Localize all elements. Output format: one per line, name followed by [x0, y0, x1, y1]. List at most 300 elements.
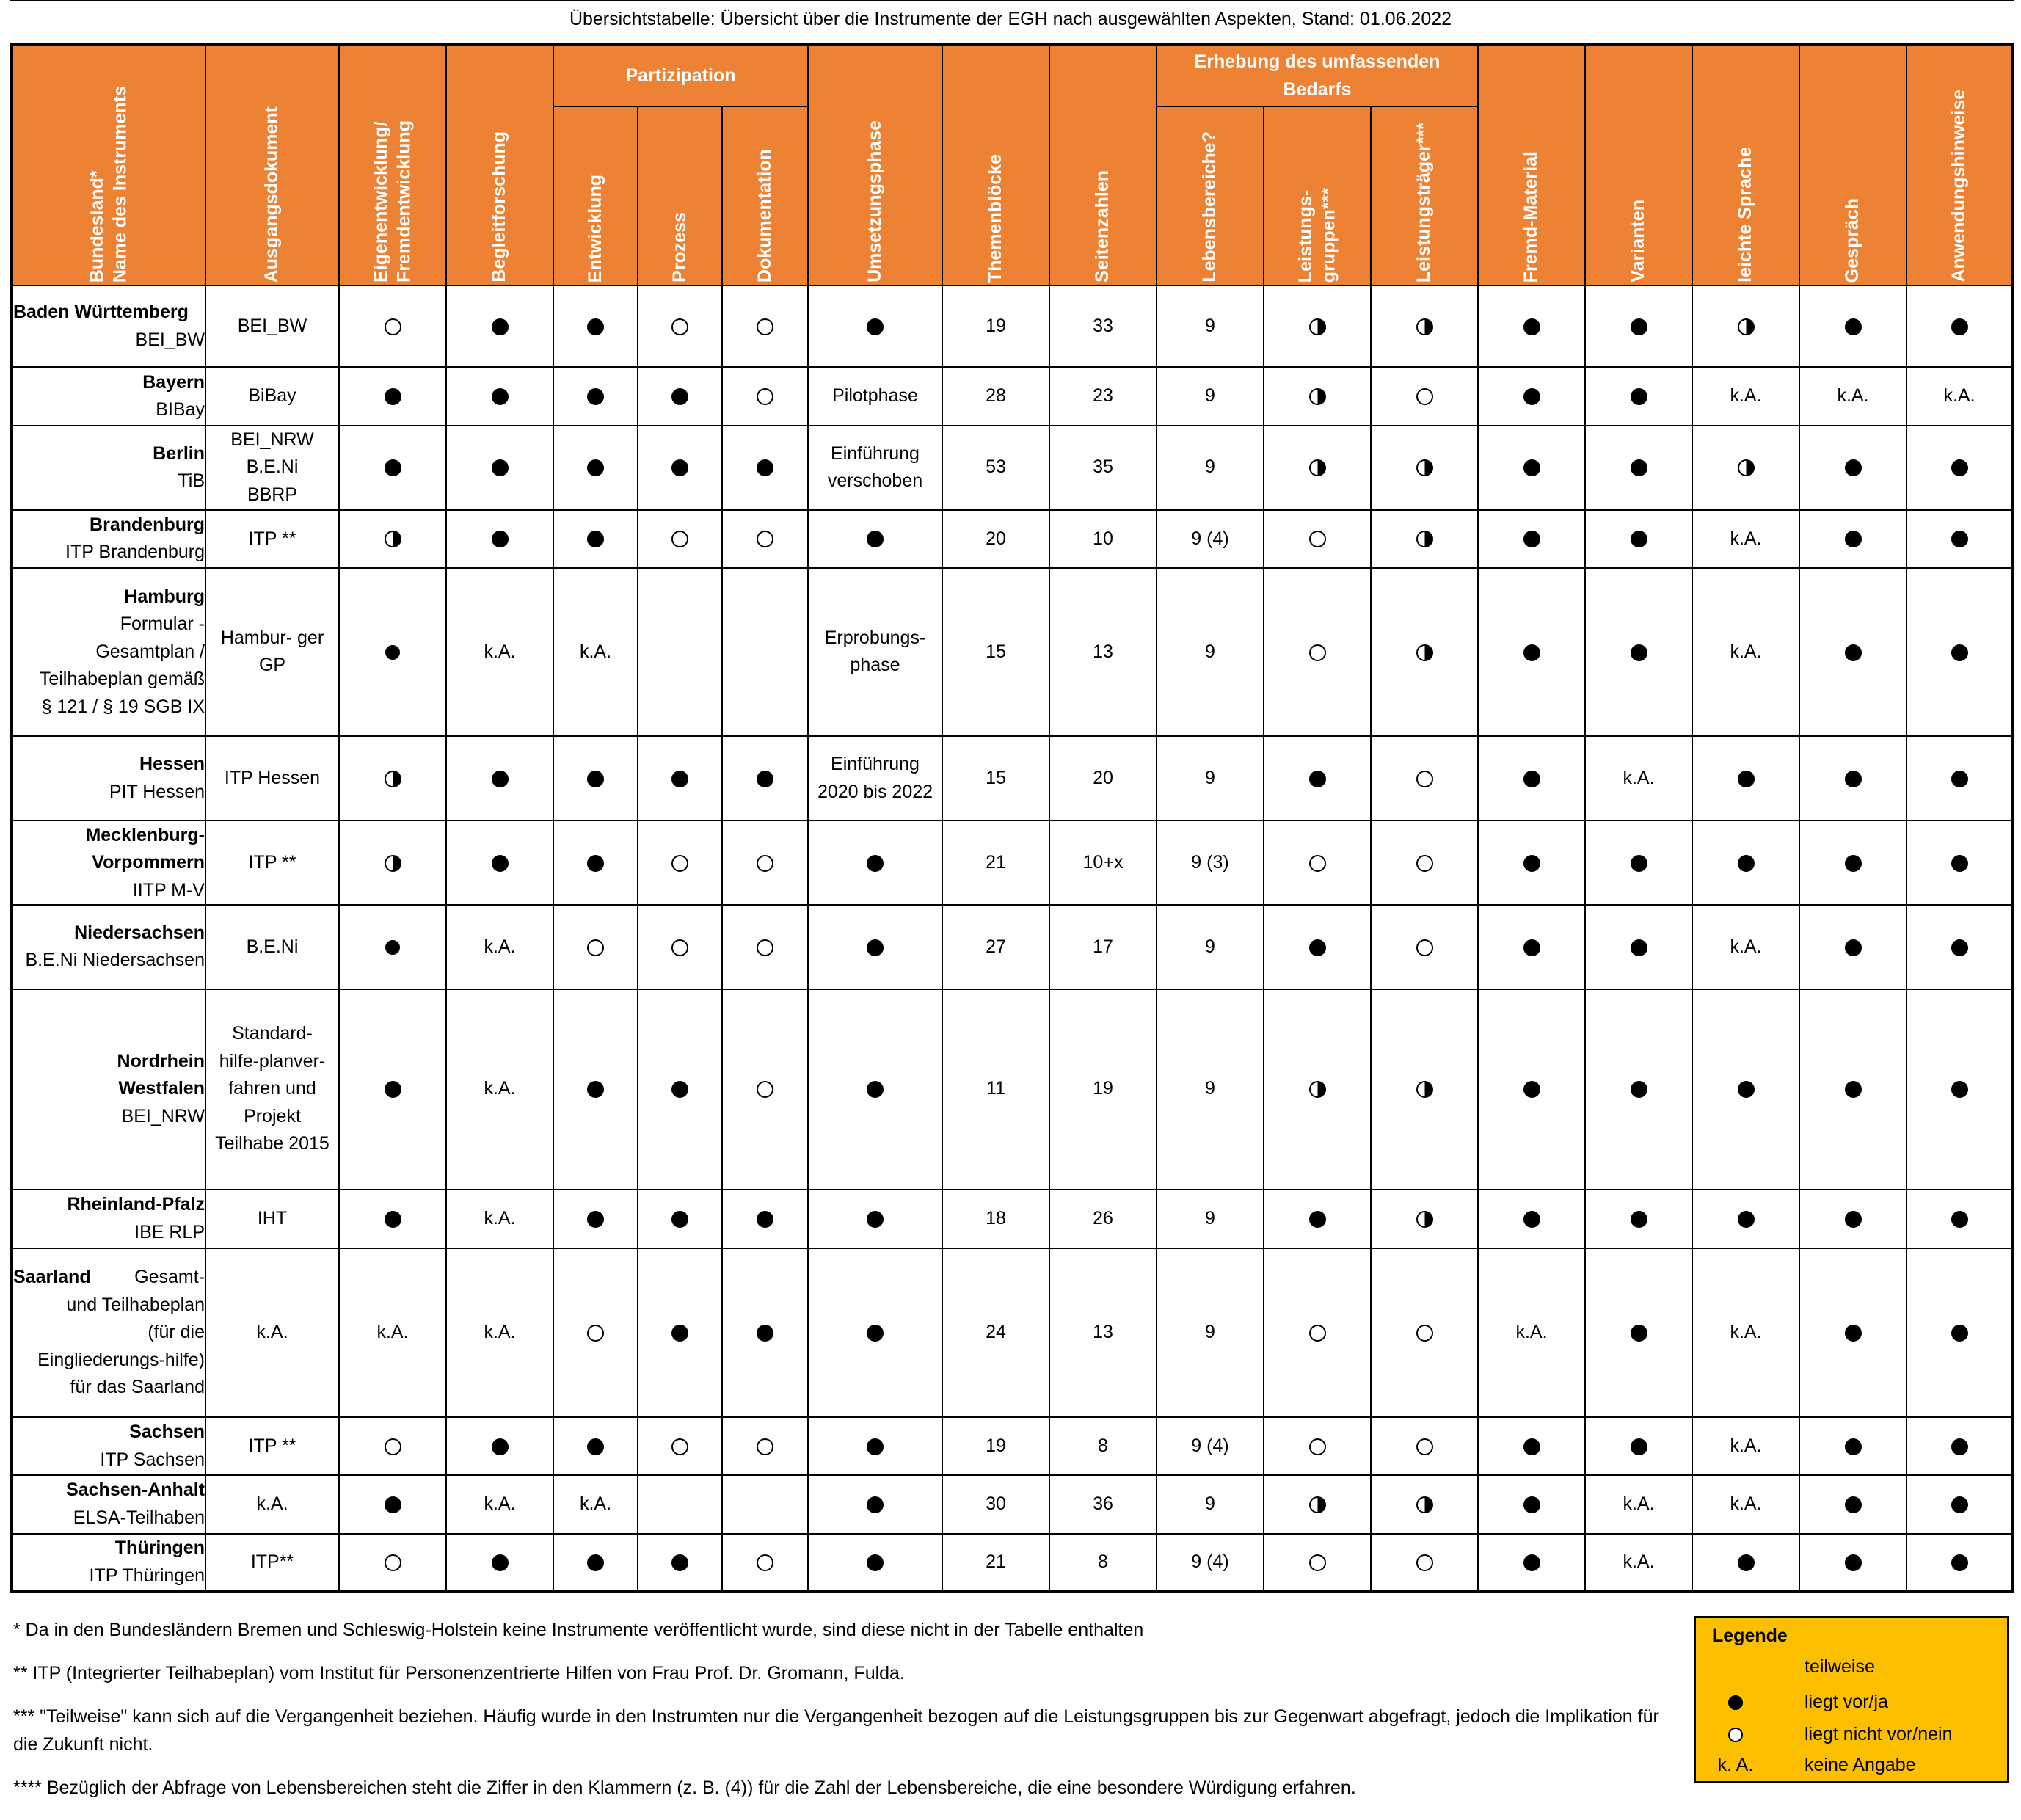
cell-anwendungshinweise: [1907, 1534, 2013, 1592]
filled-circle-icon: [757, 1211, 773, 1228]
cell-begleitforschung: [446, 905, 553, 989]
state-name: Hamburg: [124, 586, 205, 607]
state-name: Sachsen: [129, 1422, 205, 1443]
cell-lebensbereiche: [1157, 905, 1264, 989]
table-row: [12, 426, 2013, 510]
cell-text: 28: [986, 385, 1006, 407]
filled-circle-icon: [1309, 771, 1326, 787]
table-row: [12, 1475, 2013, 1533]
cell-text: 13: [1093, 641, 1113, 662]
header-lebensbereiche: Lebensbereiche?: [1157, 106, 1264, 285]
cell-entwicklung: [553, 736, 638, 820]
cell-dokumentation: [722, 367, 808, 425]
cell-dokumentation: [722, 285, 808, 367]
cell-lebensbereiche: [1157, 820, 1264, 905]
cell-umsetzungsphase: [808, 1417, 942, 1475]
instrument-name: BEI_NRW: [121, 1105, 205, 1126]
ausgangsdokument-text: BiBay: [248, 385, 296, 407]
filled-circle-icon: [1631, 644, 1647, 661]
cell-lebensbereiche: [1157, 568, 1264, 736]
cell-entwicklung: [553, 989, 638, 1190]
filled-circle-icon: [1631, 1438, 1647, 1455]
cell-themenbloecke: [942, 989, 1049, 1190]
header-seitenzahlen: Seitenzahlen: [1049, 45, 1157, 285]
cell-varianten: [1585, 1248, 1692, 1417]
cell-text: k.A.: [1515, 1322, 1548, 1343]
cell-fremd-material: [1478, 285, 1585, 367]
cell-leistungstraeger: [1371, 1475, 1478, 1533]
cell-begleitforschung: [446, 989, 553, 1190]
cell-fremd-material: [1478, 820, 1585, 905]
filled-circle-icon: [1631, 531, 1647, 547]
half-circle-icon: [385, 771, 401, 787]
filled-circle-icon: [1631, 459, 1647, 476]
state-name: Rheinland-Pfalz: [67, 1194, 205, 1215]
filled-circle-icon: [1951, 939, 1968, 956]
filled-circle-icon: [1845, 771, 1862, 787]
cell-lebensbereiche: [1157, 510, 1264, 568]
footnote-2: ** ITP (Integrierter Teilhabeplan) vom Institut für Personenzentrierte Hilfen von Frau Prof. Dr. Gromann, Fulda.: [13, 1662, 905, 1684]
cell-text: k.A.: [484, 1208, 516, 1229]
cell-ausgangsdokument: [205, 510, 339, 568]
cell-ausgangsdokument: [205, 1190, 339, 1248]
legend-label-ka: keine Angabe: [1805, 1755, 1916, 1775]
filled-circle-icon: [671, 1325, 688, 1342]
cell-ausgangsdokument: [205, 1475, 339, 1533]
cell-bundesland: [12, 989, 205, 1190]
cell-gespraech: [1799, 510, 1907, 568]
header-entwicklung: Entwicklung: [553, 106, 638, 285]
cell-begleitforschung: [446, 510, 553, 568]
cell-text: 10+x: [1082, 852, 1124, 873]
filled-circle-icon: [1523, 531, 1540, 547]
cell-ausgangsdokument: [205, 285, 339, 367]
cell-varianten: [1585, 820, 1692, 905]
half-circle-icon: [1309, 388, 1326, 405]
cell-leichte-sprache: [1692, 1417, 1799, 1475]
empty-circle-icon: [385, 1554, 401, 1571]
cell-anwendungshinweise: [1907, 989, 2013, 1190]
empty-circle-icon: [1416, 388, 1433, 405]
cell-leistungstraeger: [1371, 1534, 1478, 1592]
cell-text: Pilotphase: [832, 385, 918, 407]
cell-anwendungshinweise: [1907, 568, 2013, 736]
cell-umsetzungsphase: [808, 989, 942, 1190]
cell-anwendungshinweise: [1907, 1475, 2013, 1533]
cell-leichte-sprache: [1692, 510, 1799, 568]
cell-themenbloecke: [942, 1475, 1049, 1533]
cell-fremd-material: [1478, 1417, 1585, 1475]
ausgangsdokument-text: Hambur- ger GP: [220, 627, 324, 676]
cell-entwicklung: [553, 568, 638, 736]
filled-circle-icon: [1951, 855, 1968, 872]
cell-leichte-sprache: [1692, 367, 1799, 425]
cell-umsetzungsphase: [808, 367, 942, 425]
cell-text: Erprobungs- phase: [824, 627, 926, 676]
cell-text: k.A.: [376, 1322, 409, 1343]
cell-varianten: [1585, 1534, 1692, 1592]
filled-circle-icon: [1631, 1081, 1647, 1098]
filled-circle-icon: [671, 1081, 688, 1098]
cell-seitenzahlen: [1049, 568, 1157, 736]
cell-seitenzahlen: [1049, 989, 1157, 1190]
cell-leichte-sprache: [1692, 426, 1799, 510]
cell-fremd-material: [1478, 568, 1585, 736]
cell-leichte-sprache: [1692, 905, 1799, 989]
cell-entwicklung: [553, 285, 638, 367]
cell-seitenzahlen: [1049, 426, 1157, 510]
table-row: [12, 1417, 2013, 1475]
cell-text: 9: [1205, 456, 1215, 478]
cell-themenbloecke: [942, 285, 1049, 367]
filled-circle-icon: [1523, 1554, 1540, 1571]
header-leichte-sprache: leichte Sprache: [1692, 45, 1799, 285]
empty-circle-icon: [671, 939, 688, 956]
cell-text: 21: [986, 1551, 1006, 1573]
cell-text: 9 (4): [1191, 528, 1229, 549]
filled-circle-icon: [671, 1554, 688, 1571]
footnote-3: *** "Teilweise" kann sich auf die Vergangenheit beziehen. Häufig wurde in den Instrumten nur die Vergangenheit bezogen auf die Leistungsgruppen bis zur Gegenwart abgefragt, jedoch die Implikation für die Zukunft nicht.: [13, 1706, 1659, 1755]
header-dokumentation: Dokumentation: [722, 106, 808, 285]
cell-fremd-material: [1478, 989, 1585, 1190]
ausgangsdokument-text: ITP **: [248, 528, 296, 549]
cell-seitenzahlen: [1049, 905, 1157, 989]
cell-prozess: [638, 989, 722, 1190]
filled-circle-icon: [385, 1211, 401, 1228]
table-row: [12, 568, 2013, 736]
table-caption: Übersichtstabelle: Übersicht über die Instrumente der EGH nach ausgewählten Aspekten, Stand: 01.06.2022: [569, 9, 1452, 29]
instrument-name: ITP Brandenburg: [65, 542, 205, 563]
cell-text: k.A.: [1623, 767, 1655, 788]
cell-gespraech: [1799, 568, 1907, 736]
cell-varianten: [1585, 510, 1692, 568]
empty-circle-icon: [757, 939, 773, 956]
cell-text: 20: [986, 528, 1006, 549]
cell-text: k.A.: [1730, 1493, 1762, 1515]
cell-ausgangsdokument: [205, 989, 339, 1190]
cell-text: 23: [1093, 385, 1113, 407]
ausgangsdokument-text: ITP **: [248, 1435, 296, 1456]
empty-circle-icon: [757, 531, 773, 547]
cell-umsetzungsphase: [808, 568, 942, 736]
cell-gespraech: [1799, 989, 1907, 1190]
cell-dokumentation: [722, 568, 808, 736]
empty-circle-icon: [1416, 855, 1433, 872]
cell-gespraech: [1799, 1248, 1907, 1417]
instrument-name: Formular - Gesamtplan / Teilhabeplan gemäß § 121 / § 19 SGB IX: [39, 614, 205, 717]
instrument-name: IITP M-V: [132, 879, 205, 900]
cell-seitenzahlen: [1049, 1417, 1157, 1475]
filled-circle-icon: [587, 771, 604, 787]
cell-eigenentwicklung: [339, 1534, 446, 1592]
filled-circle-icon: [1951, 771, 1968, 787]
cell-fremd-material: [1478, 1248, 1585, 1417]
cell-lebensbereiche: [1157, 367, 1264, 425]
filled-circle-icon: [1523, 318, 1540, 335]
cell-leistungstraeger: [1371, 1417, 1478, 1475]
filled-circle-icon: [1523, 1211, 1540, 1228]
filled-circle-icon: [671, 388, 688, 405]
cell-entwicklung: [553, 1475, 638, 1533]
cell-text: 26: [1093, 1208, 1113, 1229]
state-name: Saarland: [13, 1267, 91, 1288]
state-name: Bayern: [142, 371, 205, 393]
legend-symbol-ka: k. A.: [1717, 1755, 1754, 1775]
filled-circle-icon: [1523, 1081, 1540, 1098]
ausgangsdokument-text: BEI_BW: [237, 315, 307, 336]
cell-leistungsgruppen: [1264, 1475, 1371, 1533]
cell-gespraech: [1799, 820, 1907, 905]
filled-circle-icon: [1523, 459, 1540, 476]
empty-circle-icon: [757, 1438, 773, 1455]
filled-circle-icon: [867, 531, 884, 547]
filled-circle-icon: [492, 1554, 509, 1571]
cell-umsetzungsphase: [808, 426, 942, 510]
empty-circle-icon: [757, 388, 773, 405]
filled-circle-icon: [1951, 459, 1968, 476]
empty-circle-icon: [1309, 531, 1326, 547]
cell-ausgangsdokument: [205, 820, 339, 905]
cell-bundesland: [12, 367, 205, 425]
cell-entwicklung: [553, 1190, 638, 1248]
ausgangsdokument-text: k.A.: [256, 1493, 288, 1515]
legend-row-nein: [1696, 1721, 2011, 1750]
footnote-1: * Da in den Bundesländern Bremen und Schleswig-Holstein keine Instrumente veröffentlicht wurde, sind diese nicht in der Tabelle enthalten: [13, 1620, 1144, 1640]
cell-text: 15: [986, 641, 1006, 662]
filled-circle-icon: [587, 459, 604, 476]
cell-ausgangsdokument: [205, 736, 339, 820]
table-row: [12, 367, 2013, 425]
cell-leichte-sprache: [1692, 1248, 1799, 1417]
cell-text: 19: [986, 315, 1006, 336]
filled-circle-icon: [1845, 1081, 1862, 1098]
cell-text: k.A.: [1730, 641, 1762, 662]
filled-circle-icon: [867, 855, 884, 872]
cell-anwendungshinweise: [1907, 367, 2013, 425]
empty-circle-icon: [1309, 1438, 1326, 1455]
cell-text: 9: [1205, 641, 1215, 662]
cell-bundesland: [12, 1190, 205, 1248]
cell-begleitforschung: [446, 568, 553, 736]
ausgangsdokument-text: ITP Hessen: [224, 767, 321, 788]
filled-circle-icon: [1631, 1211, 1647, 1228]
filled-circle-icon: [1309, 1211, 1326, 1228]
cell-lebensbereiche: [1157, 426, 1264, 510]
header-erhebung: Erhebung des umfassenden Bedarfs: [1157, 45, 1478, 106]
filled-circle-icon: [867, 1438, 884, 1455]
cell-leistungsgruppen: [1264, 367, 1371, 425]
filled-circle-icon: [1845, 855, 1862, 872]
cell-seitenzahlen: [1049, 367, 1157, 425]
instrument-name: ELSA-Teilhaben: [73, 1507, 205, 1528]
cell-text: 17: [1093, 936, 1113, 957]
cell-eigenentwicklung: [339, 1190, 446, 1248]
half-circle-icon: [1309, 459, 1326, 476]
cell-bundesland: [12, 1534, 205, 1592]
table-row: [12, 820, 2013, 905]
filled-circle-icon: [587, 1554, 604, 1571]
filled-circle-icon: [1845, 459, 1862, 476]
overview-table: [10, 43, 2014, 1593]
cell-eigenentwicklung: [339, 568, 446, 736]
cell-begleitforschung: [446, 1534, 553, 1592]
cell-bundesland: [12, 510, 205, 568]
cell-umsetzungsphase: [808, 736, 942, 820]
cell-umsetzungsphase: [808, 1475, 942, 1533]
cell-eigenentwicklung: [339, 736, 446, 820]
cell-anwendungshinweise: [1907, 1190, 2013, 1248]
empty-circle-icon: [757, 1554, 773, 1571]
cell-text: 9: [1205, 1078, 1215, 1099]
cell-begleitforschung: [446, 1248, 553, 1417]
cell-varianten: [1585, 905, 1692, 989]
half-circle-icon: [1309, 318, 1326, 335]
half-circle-icon: [1416, 644, 1433, 661]
cell-text: k.A.: [1943, 385, 1976, 407]
filled-circle-icon: [1631, 388, 1647, 405]
ausgangsdokument-text: ITP **: [248, 852, 296, 873]
cell-text: 27: [986, 936, 1006, 957]
cell-text: 9: [1205, 1493, 1215, 1515]
cell-text: k.A.: [1837, 385, 1869, 407]
filled-circle-icon: [1951, 1325, 1968, 1342]
cell-themenbloecke: [942, 1534, 1049, 1592]
cell-begleitforschung: [446, 1475, 553, 1533]
cell-anwendungshinweise: [1907, 285, 2013, 367]
cell-prozess: [638, 905, 722, 989]
ausgangsdokument-text: B.E.Ni: [246, 936, 299, 957]
cell-begleitforschung: [446, 1417, 553, 1475]
cell-bundesland: [12, 1248, 205, 1417]
cell-bundesland: [12, 905, 205, 989]
empty-circle-icon: [587, 939, 604, 956]
half-circle-icon: [1416, 459, 1433, 476]
empty-circle-icon: [671, 1438, 688, 1455]
header-leistungsgruppen: Leistungs- gruppen***: [1264, 106, 1371, 285]
header-themenbloecke: Themenblöcke: [942, 45, 1049, 285]
header-eigenentwicklung: Eigenentwicklung/ Fremdentwicklung: [339, 45, 446, 285]
cell-text: 9 (3): [1191, 852, 1229, 873]
legend-label-ja: liegt vor/ja: [1805, 1692, 1888, 1712]
cell-fremd-material: [1478, 510, 1585, 568]
filled-circle-icon: [385, 1081, 401, 1098]
cell-seitenzahlen: [1049, 510, 1157, 568]
cell-text: k.A.: [484, 1322, 516, 1343]
filled-circle-icon: [1631, 318, 1647, 335]
cell-seitenzahlen: [1049, 1475, 1157, 1533]
cell-umsetzungsphase: [808, 285, 942, 367]
filled-circle-icon: [1523, 855, 1540, 872]
cell-fremd-material: [1478, 1534, 1585, 1592]
filled-circle-icon: [1845, 1554, 1862, 1571]
cell-themenbloecke: [942, 510, 1049, 568]
cell-lebensbereiche: [1157, 1190, 1264, 1248]
cell-fremd-material: [1478, 1190, 1585, 1248]
cell-text: k.A.: [1730, 1435, 1762, 1456]
filled-circle-icon: [1523, 771, 1540, 787]
cell-umsetzungsphase: [808, 1534, 942, 1592]
cell-lebensbereiche: [1157, 285, 1264, 367]
filled-circle-icon: [867, 1554, 884, 1571]
cell-leistungsgruppen: [1264, 1417, 1371, 1475]
cell-gespraech: [1799, 905, 1907, 989]
empty-circle-icon: [671, 531, 688, 547]
instrument-name: Gesamt- und Teilhabeplan (für die Eingliederungs-hilfe) für das Saarland: [37, 1267, 205, 1398]
table-row: [12, 736, 2013, 820]
cell-text: k.A.: [1730, 528, 1762, 549]
filled-circle-icon: [1738, 771, 1755, 787]
table-row: [12, 1248, 2013, 1417]
cell-gespraech: [1799, 426, 1907, 510]
cell-ausgangsdokument: [205, 568, 339, 736]
filled-circle-icon: [867, 1496, 884, 1513]
empty-circle-icon: [1416, 1554, 1433, 1571]
cell-themenbloecke: [942, 367, 1049, 425]
cell-ausgangsdokument: [205, 1248, 339, 1417]
cell-prozess: [638, 1534, 722, 1592]
instrument-name: IBE RLP: [134, 1221, 205, 1242]
cell-eigenentwicklung: [339, 367, 446, 425]
header-fremd-material: Fremd-Material: [1478, 45, 1585, 285]
cell-text: 53: [986, 456, 1006, 478]
cell-text: 33: [1093, 315, 1113, 336]
cell-fremd-material: [1478, 426, 1585, 510]
cell-gespraech: [1799, 1534, 1907, 1592]
cell-text: Einführung verschoben: [827, 443, 923, 492]
cell-ausgangsdokument: [205, 905, 339, 989]
cell-varianten: [1585, 285, 1692, 367]
cell-themenbloecke: [942, 1248, 1049, 1417]
filled-circle-icon: [1631, 1325, 1647, 1342]
cell-leistungsgruppen: [1264, 1248, 1371, 1417]
cell-gespraech: [1799, 285, 1907, 367]
cell-entwicklung: [553, 820, 638, 905]
cell-text: k.A.: [1730, 1322, 1762, 1343]
cell-umsetzungsphase: [808, 1190, 942, 1248]
filled-circle-icon: [867, 1325, 884, 1342]
legend-row-ja: [1696, 1689, 2011, 1718]
cell-gespraech: [1799, 736, 1907, 820]
header-ausgangsdokument: Ausgangsdokument: [205, 45, 339, 285]
legend-row-ka: [1696, 1752, 2011, 1781]
cell-themenbloecke: [942, 1190, 1049, 1248]
cell-bundesland: [12, 568, 205, 736]
filled-circle-icon: [1845, 939, 1862, 956]
cell-ausgangsdokument: [205, 1534, 339, 1592]
cell-leistungsgruppen: [1264, 510, 1371, 568]
filled-circle-icon: [757, 771, 773, 787]
header-partizipation: Partizipation: [553, 45, 808, 106]
ausgangsdokument-text: k.A.: [256, 1322, 288, 1343]
empty-circle-icon: [757, 855, 773, 872]
cell-leichte-sprache: [1692, 285, 1799, 367]
cell-text: 20: [1093, 767, 1113, 788]
cell-prozess: [638, 1417, 722, 1475]
cell-leistungsgruppen: [1264, 905, 1371, 989]
filled-circle-icon: [1523, 644, 1540, 661]
cell-text: k.A.: [484, 1493, 516, 1515]
cell-leistungsgruppen: [1264, 285, 1371, 367]
cell-begleitforschung: [446, 285, 553, 367]
cell-leistungsgruppen: [1264, 820, 1371, 905]
cell-leistungstraeger: [1371, 568, 1478, 736]
filled-circle-icon: [1631, 939, 1647, 956]
cell-begleitforschung: [446, 367, 553, 425]
filled-circle-icon: [867, 318, 884, 335]
cell-leistungsgruppen: [1264, 736, 1371, 820]
cell-leistungstraeger: [1371, 367, 1478, 425]
empty-circle-icon: [757, 318, 773, 335]
